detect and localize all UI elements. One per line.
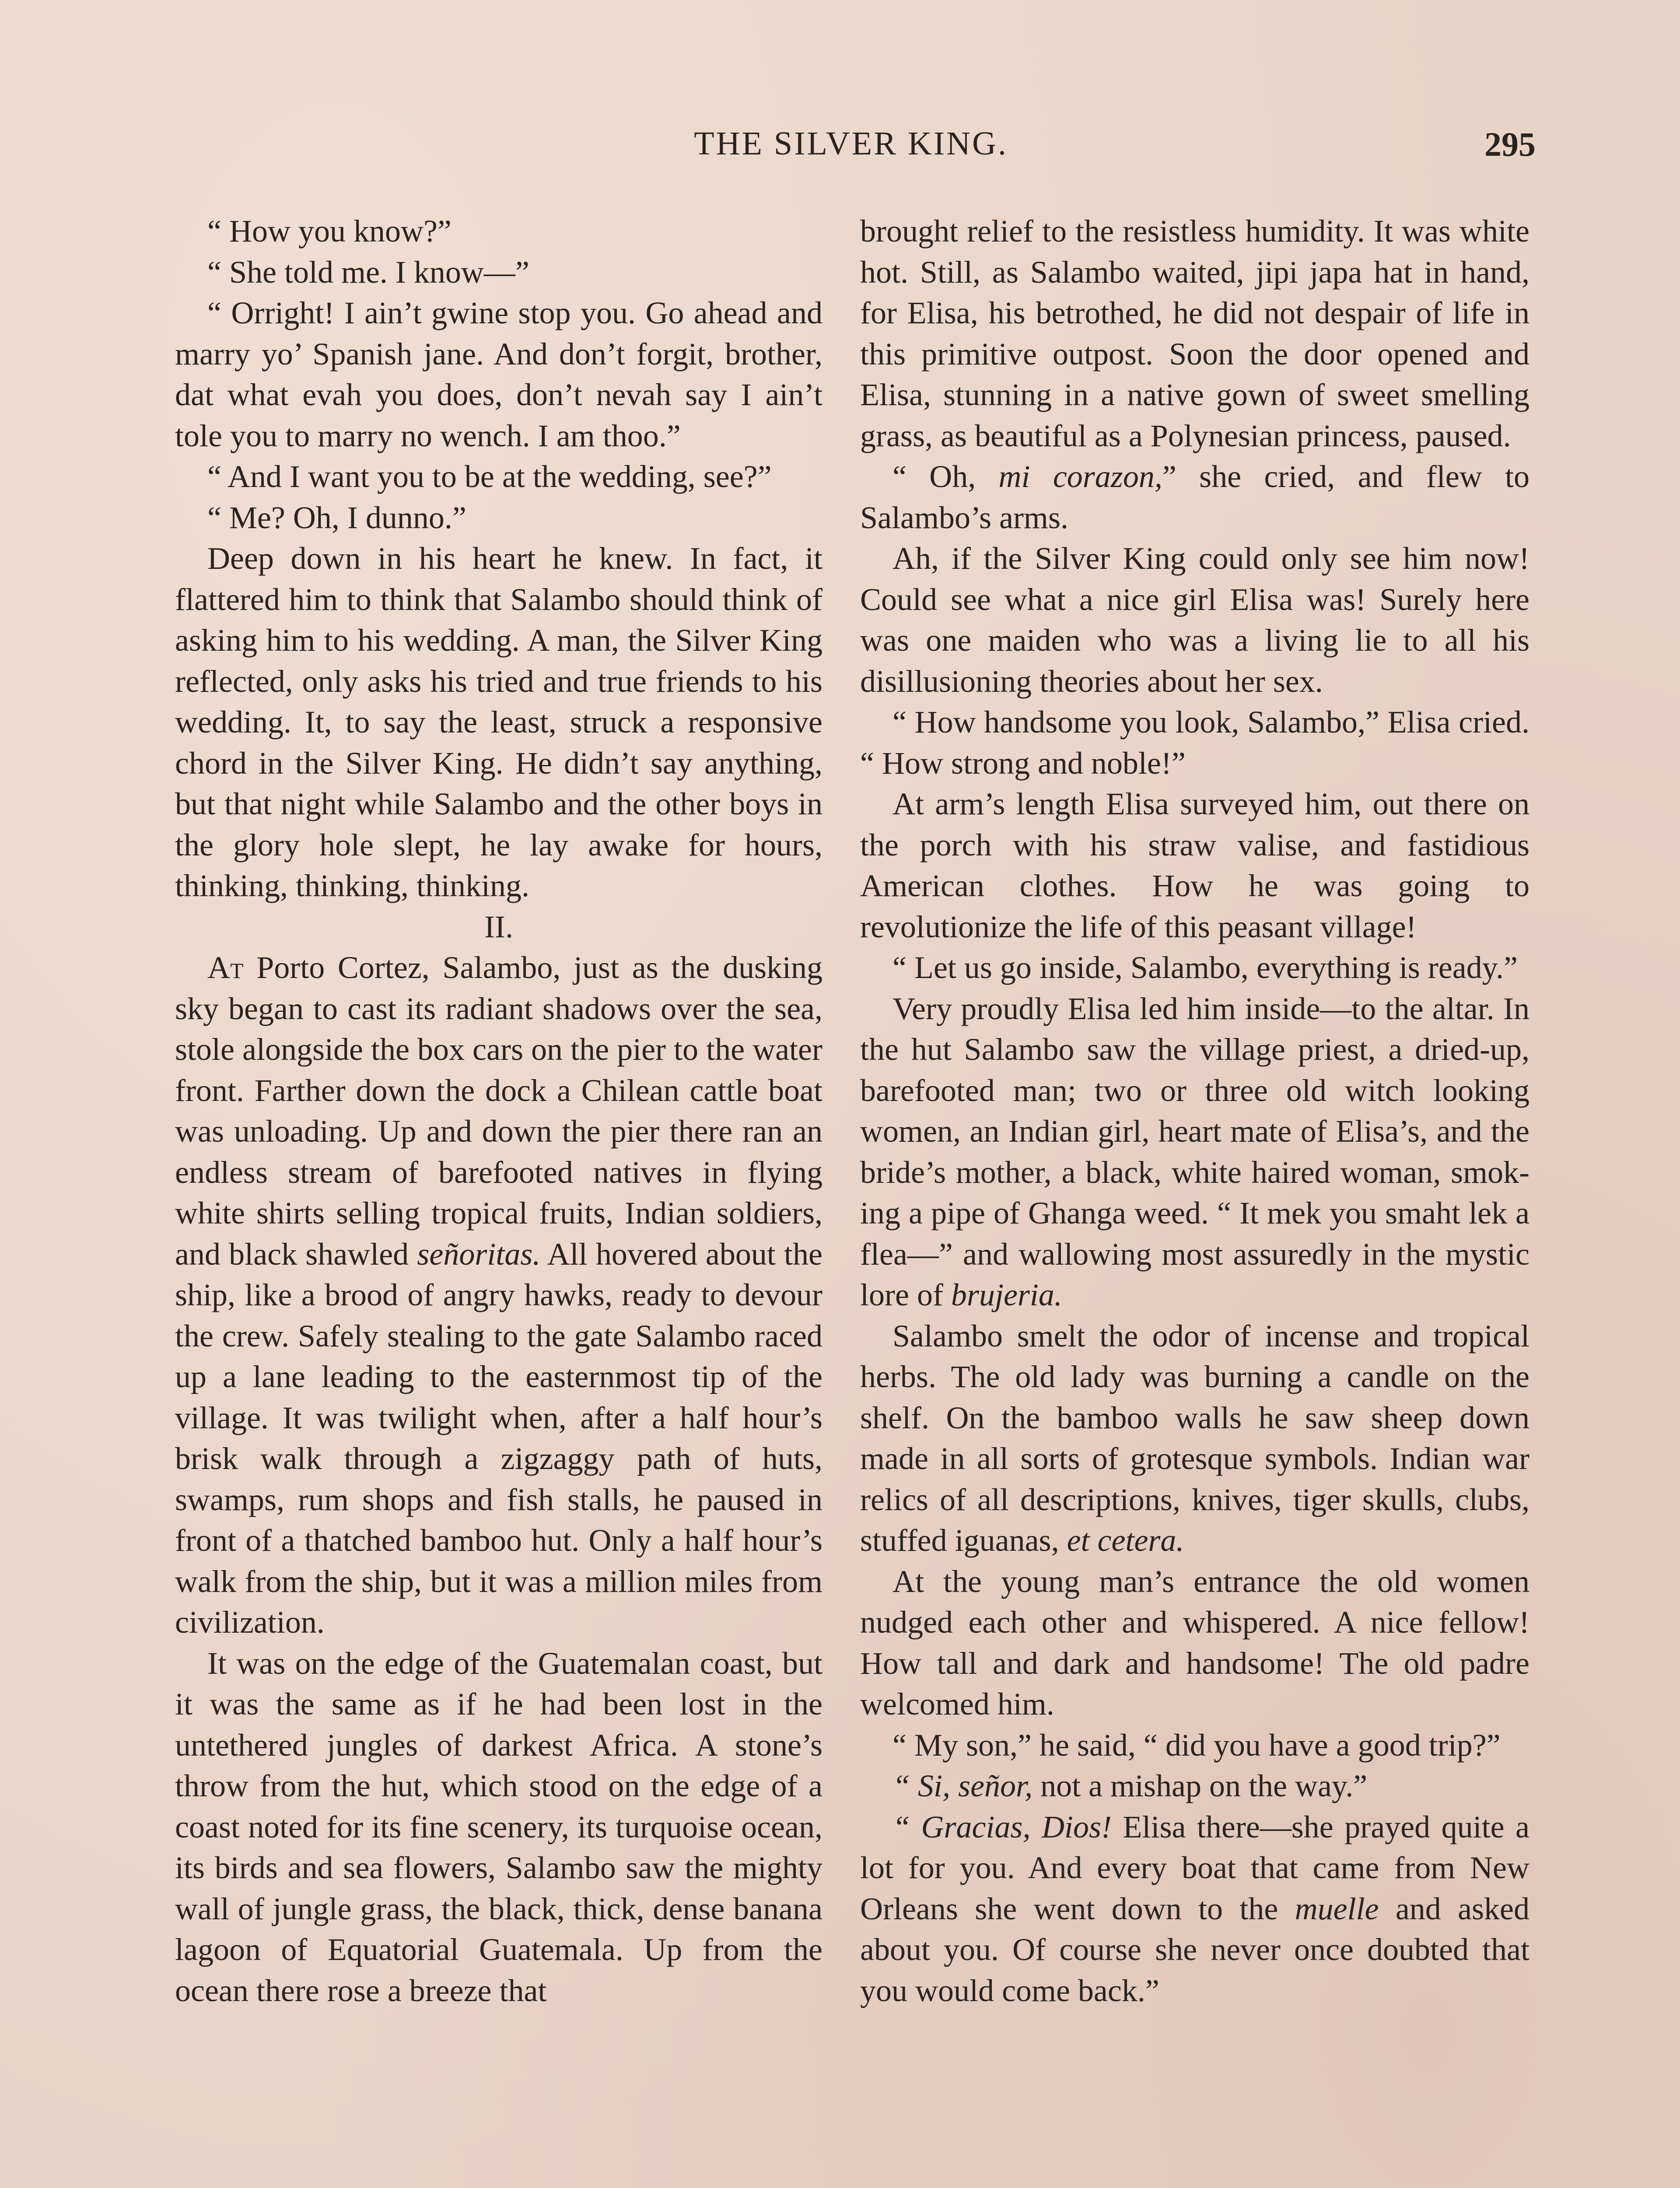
- paragraph-text: Very proudly Elisa led him inside—to the altar. In the hut Salambo saw the village priest, a dried-up, barefooted man; two or three old witch looking women, an Indian girl, heart mate of Elisa’s, and the bride’s mother, a black, white haired woman, smoking a pipe of Ghanga weed. “ It mek you smaht lek a flea—” and wallowing most assuredly in the mystic lore of: [860, 991, 1530, 1312]
- italic-text: mi corazon,: [998, 459, 1162, 494]
- italic-text: señoritas.: [417, 1236, 541, 1272]
- italic-text: “ Gracias, Dios!: [892, 1809, 1112, 1844]
- paragraph: “ How you know?”: [207, 214, 452, 249]
- paragraph: At arm’s length Elisa surveyed him, out there on the porch with his straw valise, and fastidious American clothes. How he was going to revolutionize the life of this peasant village!: [860, 786, 1530, 944]
- paragraph-text: “ Oh,: [892, 459, 999, 494]
- paragraph: [860, 1316, 1530, 1561]
- paragraph: “ How handsome you look, Salambo,” Elisa cried. “ How strong and noble!”: [860, 705, 1530, 781]
- paragraph: [860, 1766, 1530, 1807]
- paragraph: Ah, if the Silver King could only see him now! Could see what a nice girl Elisa was! Surely here was one maiden who was a living lie to all his disillusioning theories about her sex.: [860, 541, 1530, 699]
- left-column: [175, 211, 822, 2011]
- paragraph-text: Salambo smelt the odor of incense and tropical herbs. The old lady was burning a candle on the shelf. On the bamboo walls he saw sheep down made in all sorts of grotesque symbols. Indian war relics of all descriptions, knives, tiger skulls, clubs, stuffed iguanas,: [860, 1318, 1530, 1558]
- paragraph: At the young man’s entrance the old women nudged each other and whispered. A nice fellow! How tall and dark and handsome! The old padre welcomed him.: [860, 1564, 1530, 1722]
- running-title: THE SILVER KING.: [694, 125, 1008, 162]
- paragraph: “ And I want you to be at the wedding, see?”: [207, 459, 772, 494]
- paragraph: “ She told me. I know—”: [207, 254, 529, 290]
- paragraph-text: All hovered about the ship, like a brood of angry hawks, ready to devour the crew. Safely stealing to the gate Salambo raced up a lane leading to the easternmost tip of the village. It was twilight when, after a half hour’s brisk walk through a zigzaggy path of huts, swamps, rum shops and fish stalls, he paused in front of a thatched bamboo hut. Only a half hour’s walk from the ship, but it was a million miles from civilization.: [175, 1236, 822, 1640]
- paragraph-text: Porto Cortez, Salambo, just as the dusking sky began to cast its radiant shadows over the sea, stole alongside the box cars on the pier to the water front. Farther down the dock a Chilean cattle boat was unloading. Up and down the pier there ran an endless stream of barefooted natives in flying white shirts selling tropical fruits, Indian soldiers, and black shawled: [175, 950, 822, 1272]
- paragraph: It was on the edge of the Guatemalan coast, but it was the same as if he had been lost in the untethered jungles of darkest Africa. A stone’s throw from the hut, which stood on the edge of a coast noted for its fine scenery, its turquoise ocean, its birds and sea flowers, Salambo saw the mighty wall of jungle grass, the black, thick, dense banana lagoon of Equatorial Guatemala. Up from the ocean there rose a breeze that: [175, 1645, 822, 2008]
- italic-text: “ Si, señor,: [892, 1768, 1033, 1803]
- right-column: [860, 211, 1530, 2011]
- paragraph: “ Me? Oh, I dunno.”: [207, 500, 466, 535]
- italic-text: muelle: [1295, 1891, 1379, 1926]
- paragraph-text: Elisa there—she prayed quite a lot for you. And every boat that came from New Orleans she went down to the: [860, 1809, 1530, 1926]
- section-heading: II.: [484, 909, 513, 944]
- drop-cap-word: At: [207, 950, 244, 985]
- paragraph: “ Let us go inside, Salambo, everything is ready.”: [892, 950, 1518, 985]
- page-number: 295: [1484, 125, 1536, 163]
- page-header: [166, 125, 1536, 173]
- paragraph-text: and asked about you. Of course she never once doubted that you would come back.”: [860, 1891, 1530, 2008]
- paragraph: [175, 947, 822, 1643]
- paragraph-text: not a mishap on the way.”: [1032, 1768, 1368, 1803]
- paragraph: “ Orright! I ain’t gwine stop you. Go ahead and marry yo’ Spanish jane. And don’t forgit, brother, dat what evah you does, don’t nevah say I ain’t tole you to marry no wench. I am thoo.”: [175, 295, 822, 453]
- italic-text: brujeria.: [951, 1277, 1062, 1312]
- italic-text: et cetera.: [1067, 1523, 1184, 1558]
- paragraph-text: ” she cried, and flew to Salambo’s arms.: [860, 459, 1530, 535]
- paragraph: [860, 456, 1530, 538]
- paragraph: [860, 989, 1530, 1316]
- paragraph: [860, 1807, 1530, 2012]
- paragraph: Deep down in his heart he knew. In fact, it flattered him to think that Salambo should think of asking him to his wedding. A man, the Silver King reflected, only asks his tried and true friends to his wedding. It, to say the least, struck a responsive chord in the Silver King. He didn’t say anything, but that night while Salambo and the other boys in the glory hole slept, he lay awake for hours, thinking, thinking, thinking.: [175, 541, 822, 903]
- paragraph: “ My son,” he said, “ did you have a good trip?”: [892, 1727, 1501, 1763]
- paragraph: brought relief to the resistless humidity. It was white hot. Still, as Salambo waited, jipi japa hat in hand, for Elisa, his betrothed, he did not despair of life in this primitive outpost. Soon the door opened and Elisa, stunning in a native gown of sweet smelling grass, as beautiful as a Polynesian princess, paused.: [860, 214, 1530, 453]
